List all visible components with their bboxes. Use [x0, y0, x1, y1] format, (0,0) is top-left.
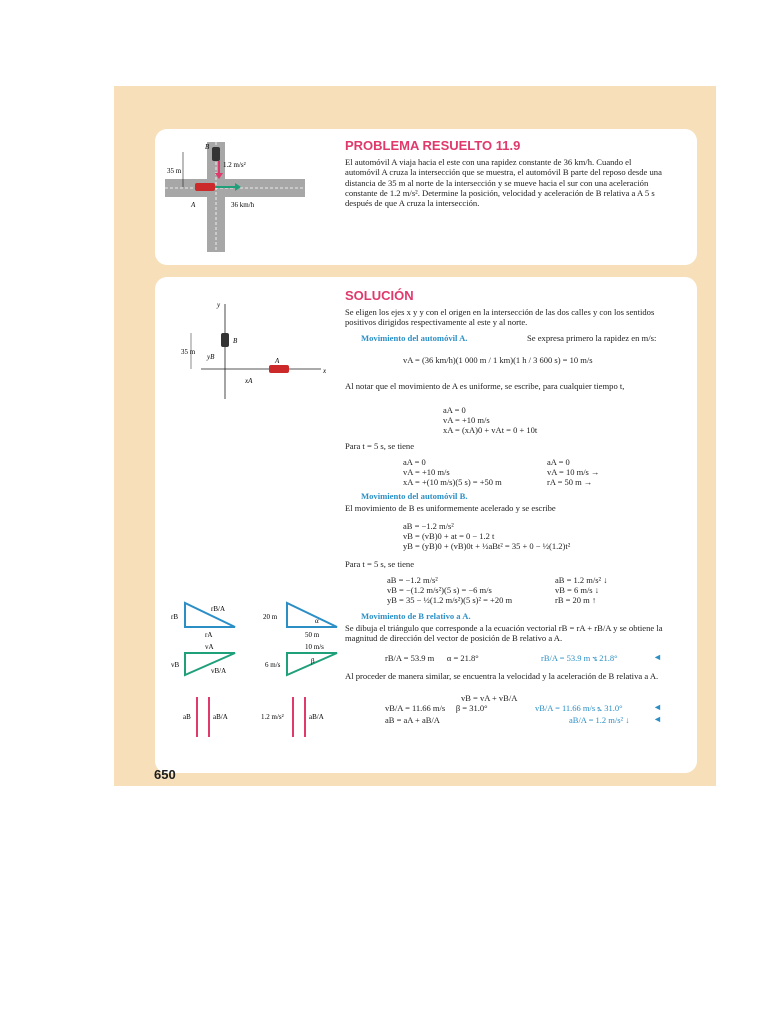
figure-speed: 36 km/h [231, 201, 255, 209]
figure-accel: 1.2 m/s² [223, 161, 246, 169]
relative-eq2: vB/A = 11.66 m/s β = 31.0° [385, 703, 488, 713]
motion-b-heading: Movimiento del automóvil B. [361, 491, 468, 501]
motion-a-eq: vA = (36 km/h)(1 000 m / 1 km)(1 h / 3 600 s) = 10 m/s [403, 355, 593, 365]
relative-result-velocity: vB/A = 11.66 m/s ⦩ 31.0° [535, 703, 623, 713]
motion-a-left-2: vA = +10 m/s [403, 467, 450, 477]
intersection-figure [165, 137, 305, 257]
motion-b-left-1: aB = −1.2 m/s² [387, 575, 438, 585]
relative-text: Se dibuja el triángulo que corresponde a la ecuación vectorial rB = rA + rB/A y se obtiene la magnitud de dirección del vector de posición de B relativo a A. [345, 623, 663, 644]
figure-label-b: B [205, 143, 210, 151]
relative-line: rB/A = 53.9 m α = 21.8° [385, 653, 479, 663]
tri-beta: β [311, 657, 315, 665]
tri-50m: 50 m [305, 631, 320, 639]
problem-card [155, 129, 697, 265]
axes-yb: yB [207, 353, 215, 361]
relative-result-position: rB/A = 53.9 m ⦪ 21.8° [541, 653, 618, 663]
motion-a-t5: Para t = 5 s, se tiene [345, 441, 415, 451]
motion-a-left-3: xA = +(10 m/s)(5 s) = +50 m [403, 477, 502, 487]
motion-b-eq-2: vB = (vB)0 + at = 0 − 1.2 t [403, 531, 495, 541]
tri-vba: vB/A [211, 667, 227, 675]
relative-heading: Movimiento de B relativo a A. [361, 611, 471, 621]
tri-20m: 20 m [263, 613, 278, 621]
axis-y-label: y [217, 301, 221, 309]
motion-b-right-1: aB = 1.2 m/s² ↓ [555, 575, 608, 585]
motion-b-eq-3: yB = (yB)0 + (vB)0t + ½aBt² = 35 + 0 − ½(1.2)t² [403, 541, 571, 551]
axis-x-label: x [323, 367, 327, 375]
motion-b-right-2: vB = 6 m/s ↓ [555, 585, 599, 595]
page-number: 650 [154, 767, 176, 782]
motion-b-eq-1: aB = −1.2 m/s² [403, 521, 454, 531]
motion-a-right-1: aA = 0 [547, 457, 570, 467]
motion-a-heading: Movimiento del automóvil A. [361, 333, 468, 343]
tri-alpha: α [315, 617, 319, 625]
motion-b-left-2: vB = −(1.2 m/s²)(5 s) = −6 m/s [387, 585, 492, 595]
motion-a-text: Se expresa primero la rapidez en m/s: [527, 333, 657, 343]
figure-label-a: A [191, 201, 196, 209]
relative-eq3: aB = aA + aB/A [385, 715, 440, 725]
relative-text2: Al proceder de manera similar, se encuentra la velocidad y la aceleración de B relativa a A. [345, 671, 659, 681]
problem-statement: El automóvil A viaja hacia el este con una rapidez constante de 36 km/h. Cuando el automóvil A cruza la intersección que se muestra, el automóvil B parte del reposo desde una distancia de 35 m al norte de la intersección y se mueve hacia el sur con una aceleración constante de 1.2 m/s². Determine la posición, velocidad y aceleración de B relativa a A 5 s después de que A cruza la intersección. [345, 157, 662, 209]
figure-distance: 35 m [167, 167, 182, 175]
axes-label-b: B [233, 337, 238, 345]
axes-xa: xA [245, 377, 253, 385]
problem-title: PROBLEMA RESUELTO 11.9 [345, 138, 521, 153]
solution-card [155, 277, 697, 773]
motion-a-eq-1: aA = 0 [443, 405, 466, 415]
motion-a-eq-3: xA = (xA)0 + vAt = 0 + 10t [443, 425, 538, 435]
tri-10ms: 10 m/s [305, 643, 324, 651]
tri-rba: rB/A [211, 605, 225, 613]
solution-title: SOLUCIÓN [345, 288, 414, 303]
result-marker-2: ◄ [653, 702, 662, 712]
motion-b-left-3: yB = 35 − ½(1.2 m/s²)(5 s)² = +20 m [387, 595, 513, 605]
motion-a-left-1: aA = 0 [403, 457, 426, 467]
motion-b-text: El movimiento de B es uniformemente acelerado y se escribe [345, 503, 556, 513]
axes-distance: 35 m [181, 348, 196, 356]
result-marker-1: ◄ [653, 652, 662, 662]
tri-va: vA [205, 643, 214, 651]
tri-accel: 1.2 m/s² [261, 713, 284, 721]
result-marker-3: ◄ [653, 714, 662, 724]
relative-eq1: vB = vA + vB/A [461, 693, 518, 703]
tri-ra: rA [205, 631, 213, 639]
vector-triangles [165, 597, 345, 747]
tri-rb: rB [171, 613, 178, 621]
tri-ab: aB [183, 713, 191, 721]
axes-label-a: A [275, 357, 280, 365]
axes-figure [181, 299, 331, 409]
motion-b-right-3: rB = 20 m ↑ [555, 595, 597, 605]
motion-a-eq-2: vA = +10 m/s [443, 415, 490, 425]
relative-result-acceleration: aB/A = 1.2 m/s² ↓ [569, 715, 630, 725]
motion-a-right-2: vA = 10 m/s → [547, 467, 600, 477]
tri-aba-2: aB/A [309, 713, 324, 721]
motion-b-t5: Para t = 5 s, se tiene [345, 559, 415, 569]
tri-aba: aB/A [213, 713, 228, 721]
motion-a-text2: Al notar que el movimiento de A es uniforme, se escribe, para cualquier tiempo t, [345, 381, 625, 391]
solution-intro: Se eligen los ejes x y y con el origen en la intersección de las dos calles y con los sentidos positivos dirigidos respectivamente al este y al norte. [345, 307, 655, 328]
tri-vb: vB [171, 661, 180, 669]
motion-a-right-3: rA = 50 m → [547, 477, 593, 487]
tri-6ms: 6 m/s [265, 661, 281, 669]
textbook-page [114, 86, 716, 786]
